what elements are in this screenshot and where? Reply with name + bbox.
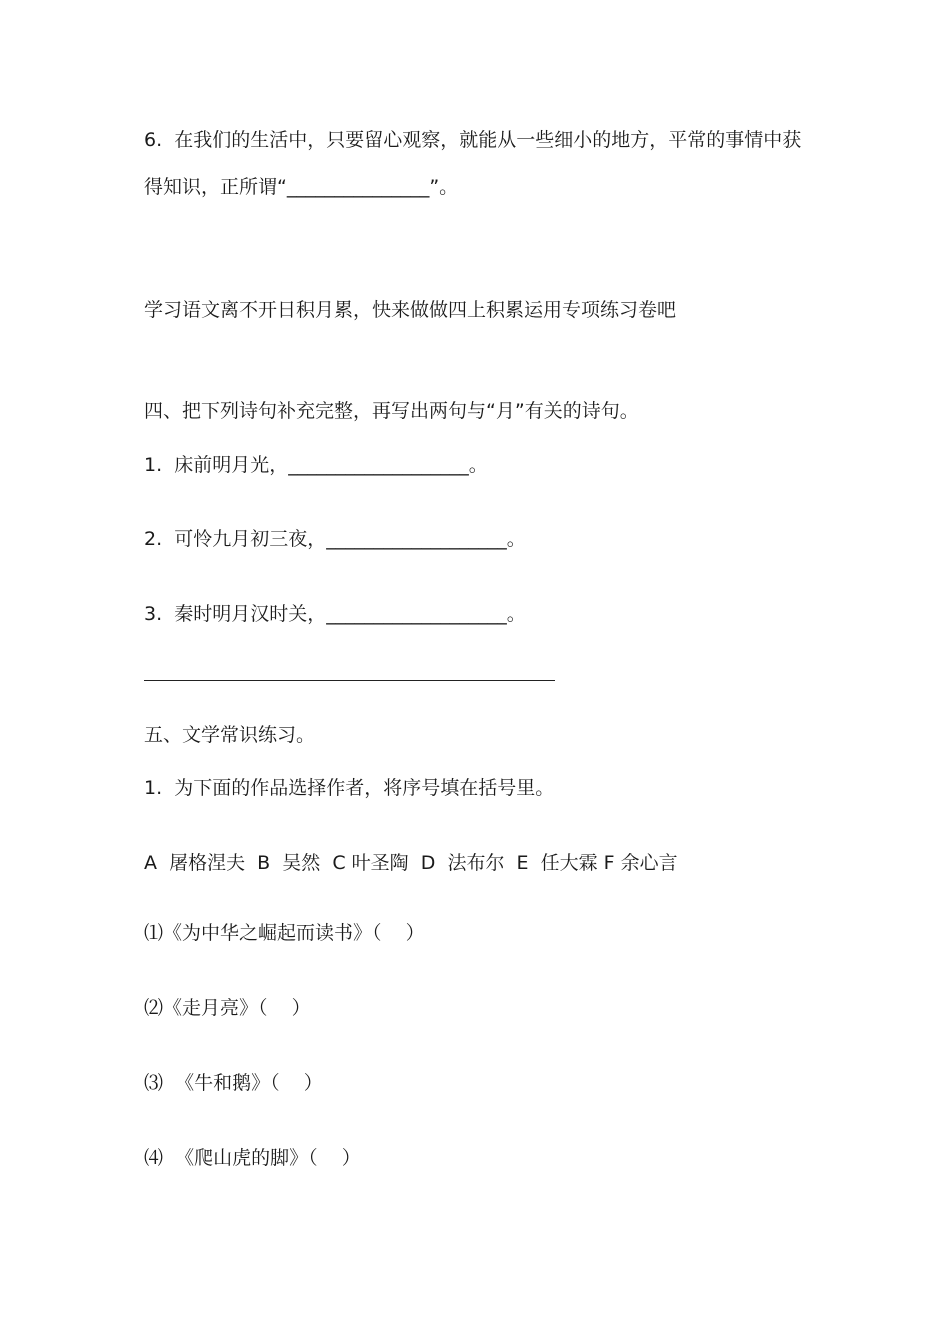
question-6-line-1: 6. 在我们的生活中，只要留心观察，就能从一些细小的地方，平常的事情中获 xyxy=(144,129,802,151)
author-options: A 屠格涅夫 B 吴然 C 叶圣陶 D 法布尔 E 任大霖 F 余心言 xyxy=(144,852,678,874)
work-item-4: ⑷ 《爬山虎的脚》（ ） xyxy=(144,1147,361,1169)
section-5-title: 五、文学常识练习。 xyxy=(144,724,316,746)
work-item-2: ⑵《走月亮》（ ） xyxy=(144,997,311,1019)
work-item-1: ⑴《为中华之崛起而读书》（ ） xyxy=(144,922,425,944)
section-5-question-1: 1. 为下面的作品选择作者，将序号填在括号里。 xyxy=(144,777,555,799)
poem-item-1: 1. 床前明月光，___________________。 xyxy=(144,454,488,476)
poem-item-2: 2. 可怜九月初三夜，___________________。 xyxy=(144,528,526,550)
question-6-line-2: 得知识，正所谓“_______________”。 xyxy=(144,176,459,198)
work-item-3: ⑶ 《牛和鹅》（ ） xyxy=(144,1072,323,1094)
section-4-title: 四、把下列诗句补充完整，再写出两句与“月”有关的诗句。 xyxy=(144,400,639,422)
intro-text: 学习语文离不开日积月累，快来做做四上积累运用专项练习卷吧 xyxy=(144,299,677,321)
answer-blank-line xyxy=(144,680,555,681)
poem-item-3: 3. 秦时明月汉时关，___________________。 xyxy=(144,603,526,625)
